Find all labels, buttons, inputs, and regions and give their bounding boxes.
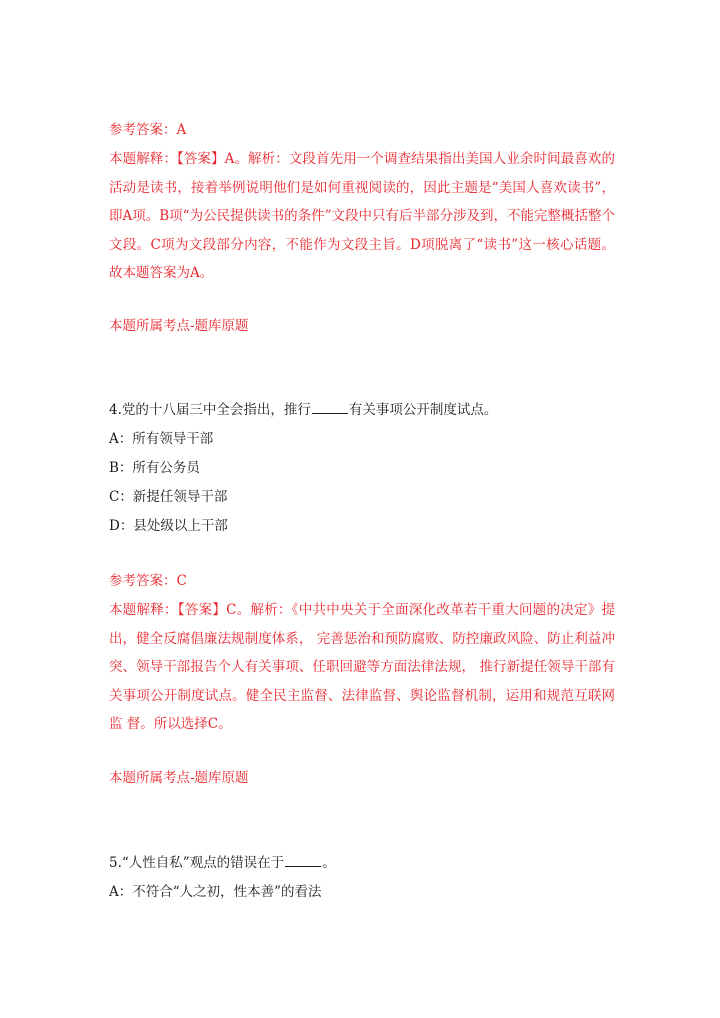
q4-option-b: B：所有公务员 xyxy=(109,460,200,476)
q4-source: 本题所属考点-题库原题 xyxy=(109,770,249,786)
q4-analysis: 本题解释：【答案】C。解析：《中共中央关于全面深化改革若干重大问题的决定》提出，健全反腐倡廉法规制度体系， 完善惩治和预防腐败、防控廉政风险、防止利益冲突、领导干部报告个人有关事项、任职回避等方面法律法规， 推行新提任领导干部有关事项公开制度试点。健全民主监督、法律监督、舆论监督机制，运用和规范互联网监 督。所以选择C。 xyxy=(109,602,615,733)
q3-source: 本题所属考点-题库原题 xyxy=(109,318,249,334)
q5-option-a: A：不符合“人之初，性本善”的看法 xyxy=(109,884,322,900)
q4-stem xyxy=(109,396,615,425)
q4-answer: 参考答案：C xyxy=(109,573,187,589)
q4-stem-after: 有关事项公开制度试点。 xyxy=(348,402,498,418)
q5-stem-after: 。 xyxy=(322,855,336,871)
q4-option-c: C：新提任领导干部 xyxy=(109,489,228,505)
q4-stem-before: 4.党的十八届三中全会指出，推行 xyxy=(109,402,311,418)
q4-option-d: D：县处级以上干部 xyxy=(109,518,228,534)
q5-stem-before: 5.“人性自私”观点的错误在于 xyxy=(109,855,285,871)
q4-option-a: A：所有领导干部 xyxy=(109,431,214,447)
q4-answer-blank xyxy=(312,400,348,414)
q5-stem xyxy=(109,849,615,878)
q5-answer-blank xyxy=(285,853,321,867)
q3-analysis: 本题解释：【答案】A。解析：文段首先用一个调查结果指出美国人业余时间最喜欢的活动是读书，接着举例说明他们是如何重视阅读的，因此主题是“美国人喜欢读书”，即A项。B项“为公民提供读书的条件”文段中只有后半部分涉及到，不能完整概括整个文段。C项为文段部分内容，不能作为文段主旨。D项脱离了“读书”这一核心话题。故本题答案为A。 xyxy=(109,151,615,282)
q3-answer: 参考答案：A xyxy=(109,122,187,138)
